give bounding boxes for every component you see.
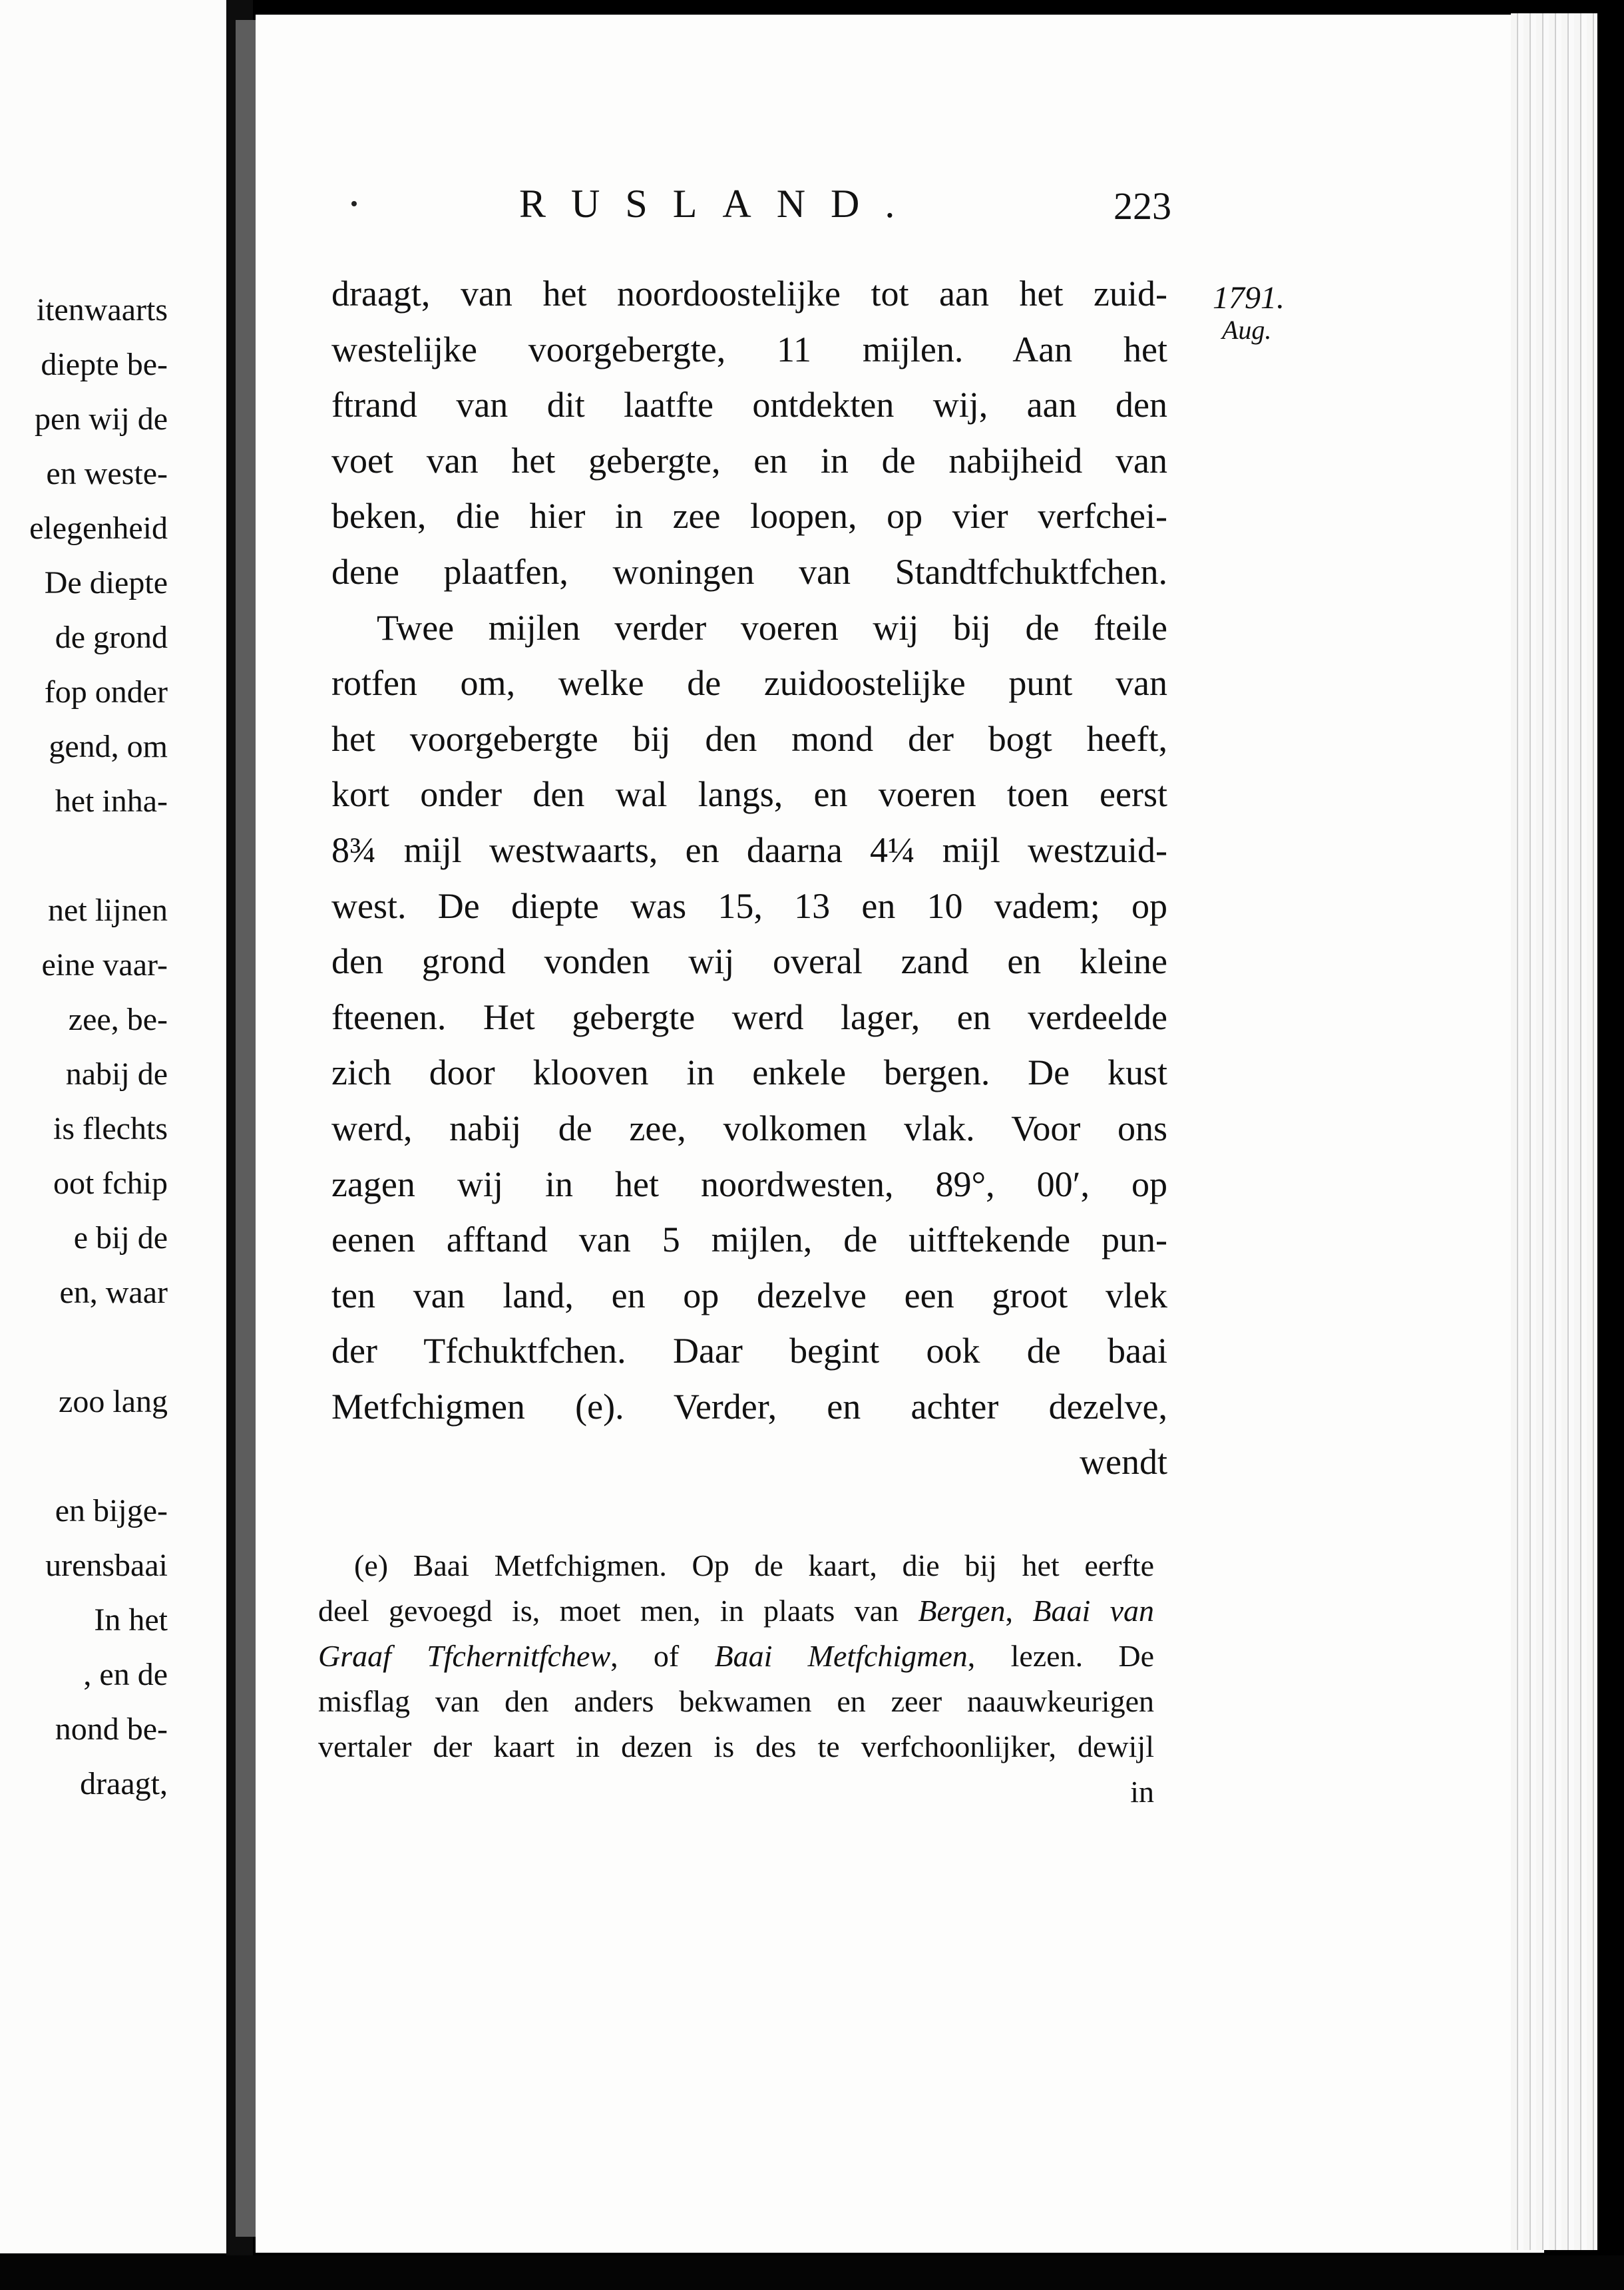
catchword: wendt bbox=[1080, 1442, 1167, 1483]
left-page-line: elegenheid bbox=[29, 511, 168, 546]
footnote-text: deel gevoegd is, moet men, in plaats van bbox=[318, 1594, 899, 1628]
text-line: het voorgebergte bij den mond der bogt heeft, bbox=[331, 718, 1167, 759]
left-page-line bbox=[29, 1320, 168, 1375]
footnote-line bbox=[318, 1588, 1154, 1634]
left-page-line: In het bbox=[94, 1602, 168, 1638]
text-line: voet van het gebergte, en in de nabijheid van bbox=[331, 440, 1167, 481]
text-line: westelijke voorgebergte, 11 mijlen. Aan het bbox=[331, 329, 1167, 369]
page-number: 223 bbox=[1114, 184, 1171, 228]
footnote-text: , bbox=[1005, 1594, 1014, 1628]
left-page-line: urensbaai bbox=[45, 1548, 168, 1583]
left-page-line: net lijnen bbox=[48, 893, 168, 928]
footnote-italic: Baai van bbox=[1032, 1594, 1154, 1628]
footnote-catchword: in bbox=[1130, 1775, 1154, 1809]
text-line: ftrand van dit laatfte ontdekten wij, aan den bbox=[331, 385, 1167, 425]
footnote-mark: (e) bbox=[354, 1548, 389, 1582]
text-line: Twee mijlen verder voeren wij bij de fteile bbox=[377, 607, 1167, 648]
left-page-line: De diepte bbox=[44, 565, 168, 600]
left-page-line: gend, om bbox=[49, 729, 168, 764]
text-line: west. De diepte was 15, 13 en 10 vadem; op bbox=[331, 885, 1167, 926]
footnote-italic: Graaf Tfchernitfchew bbox=[318, 1639, 611, 1673]
footnote bbox=[318, 1543, 1154, 1815]
text-line: kort onder den wal langs, en voeren toen eerst bbox=[331, 774, 1167, 815]
left-page-line: diepte be- bbox=[41, 347, 168, 382]
footnote-line: vertaler der kaart in dezen is des te verfchoonlijker, dewijl bbox=[318, 1729, 1154, 1763]
left-page-line: , en de bbox=[83, 1657, 168, 1692]
text-line: zich door klooven in enkele bergen. De kust bbox=[331, 1052, 1167, 1093]
main-text bbox=[331, 266, 1167, 1490]
running-title: RUSLAND. bbox=[519, 182, 920, 226]
text-line: beken, die hier in zee loopen, op vier verfchei- bbox=[331, 496, 1167, 537]
text-line: 8¾ mijl westwaarts, en daarna 4¼ mijl westzuid- bbox=[331, 829, 1167, 870]
page-edges bbox=[1511, 13, 1597, 2250]
left-page-line: e bij de bbox=[73, 1220, 168, 1256]
text-line: eenen afftand van 5 mijlen, de uitftekende pun- bbox=[331, 1220, 1167, 1260]
text-line: draagt, van het noordoostelijke tot aan het zuid- bbox=[331, 274, 1167, 314]
gutter-fold bbox=[236, 20, 256, 2237]
left-page-line: en bijge- bbox=[55, 1493, 168, 1528]
footnote-line bbox=[318, 1543, 1154, 1588]
footnote-text: , lezen. De bbox=[967, 1639, 1155, 1673]
header-ornament-dot bbox=[351, 201, 357, 206]
left-page-line: draagt, bbox=[80, 1766, 168, 1801]
left-page-line: het inha- bbox=[55, 784, 168, 819]
text-line: zagen wij in het noordwesten, 89°, 00′, op bbox=[331, 1164, 1167, 1204]
footnote-line bbox=[318, 1634, 1154, 1679]
text-line: fteenen. Het gebergte werd lager, en verdeelde bbox=[331, 997, 1167, 1037]
footnote-text: , of bbox=[610, 1639, 680, 1673]
left-facing-page bbox=[0, 0, 226, 2253]
left-page-line: pen wij de bbox=[35, 401, 168, 437]
left-page-line: is flechts bbox=[53, 1111, 168, 1146]
left-page-line bbox=[29, 1429, 168, 1484]
footnote-text: Baai Metfchigmen. Op de kaart, die bij het eerfte bbox=[413, 1548, 1154, 1582]
left-page-line: nabij de bbox=[65, 1056, 168, 1092]
footnote-line: misflag van den anders bekwamen en zeer naauwkeurigen bbox=[318, 1684, 1154, 1718]
text-line: der Tfchuktfchen. Daar begint ook de baai bbox=[331, 1331, 1167, 1371]
margin-year: 1791. bbox=[1213, 280, 1285, 316]
text-line: rotfen om, welke de zuidoostelijke punt van bbox=[331, 663, 1167, 704]
left-page-line: en weste- bbox=[46, 456, 168, 491]
text-line: dene plaatfen, woningen van Standtfchuktfchen. bbox=[331, 551, 1167, 592]
text-line: werd, nabij de zee, volkomen vlak. Voor ons bbox=[331, 1108, 1167, 1148]
left-page-line: nond be- bbox=[55, 1712, 168, 1747]
text-line: ten van land, en op dezelve een groot vlek bbox=[331, 1275, 1167, 1315]
left-page-line: de grond bbox=[55, 620, 168, 655]
footnote-italic: Baai Metfchigmen bbox=[714, 1639, 968, 1673]
margin-month: Aug. bbox=[1222, 315, 1272, 345]
left-page-line: fop onder bbox=[44, 674, 168, 710]
text-line: den grond vonden wij overal zand en kleine bbox=[331, 941, 1167, 982]
left-page-line: oot fchip bbox=[53, 1166, 168, 1201]
left-page-line: zoo lang bbox=[59, 1384, 168, 1419]
margin-note bbox=[1213, 281, 1306, 345]
left-page-line: itenwaarts bbox=[36, 292, 168, 328]
footnote-italic: Bergen bbox=[918, 1594, 1006, 1628]
left-page-text bbox=[29, 283, 168, 1811]
left-page-line bbox=[29, 829, 168, 883]
text-line: Metfchigmen (e). Verder, en achter dezelve, bbox=[331, 1386, 1167, 1427]
left-page-line: en, waar bbox=[59, 1275, 168, 1310]
scan-border bbox=[0, 2255, 1624, 2290]
running-header bbox=[519, 181, 1171, 234]
left-page-line: zee, be- bbox=[68, 1002, 168, 1037]
left-page-line: eine vaar- bbox=[41, 947, 168, 983]
